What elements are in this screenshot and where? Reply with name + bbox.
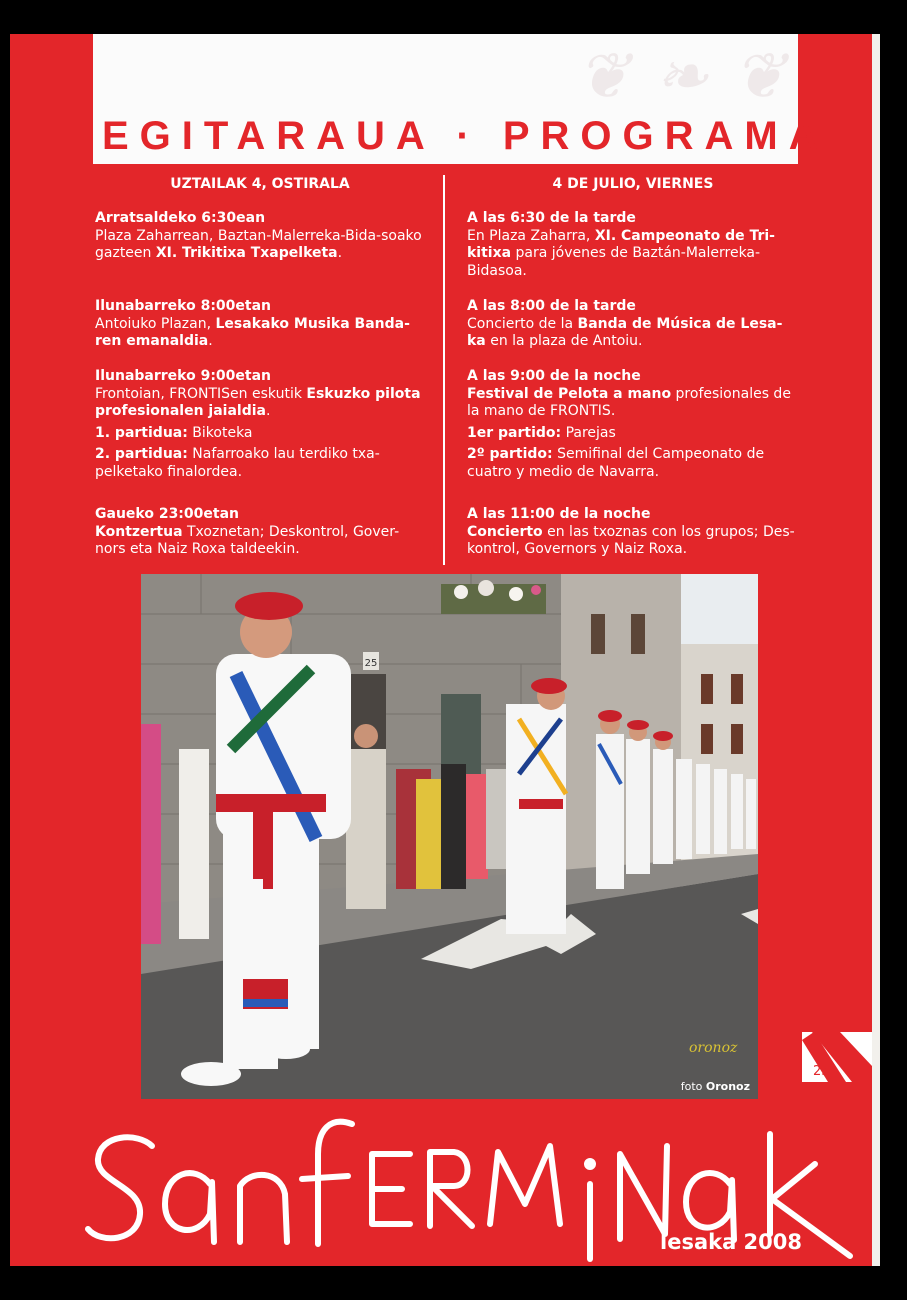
entry-time: Ilunabarreko 8:00etan (95, 298, 272, 314)
entry-description: Concierto de la Banda de Música de Lesa-ka en la plaza de Antoiu. (467, 315, 783, 349)
entry-time: A las 9:00 de la noche (467, 368, 641, 384)
photo-credit: foto Oronoz (680, 1080, 750, 1093)
parade-illustration (141, 574, 758, 1099)
entry-time: A las 6:30 de la tarde (467, 210, 636, 226)
program-entry (95, 210, 425, 263)
program-entry (467, 368, 799, 481)
match-line: 2. partidua: Nafarroako lau terdiko txa-pelketako finalordea. (95, 446, 380, 480)
page-edge (872, 34, 880, 1266)
parade-photo (141, 574, 758, 1099)
column-divider (443, 175, 445, 565)
magazine-page (10, 34, 872, 1266)
entry-description: Frontoian, FRONTISen eskutik Eskuzko pilota profesionalen jaialdia. (95, 385, 421, 419)
right-column-heading: 4 DE JULIO, VIERNES (552, 176, 714, 192)
entry-time: A las 11:00 de la noche (467, 506, 651, 522)
program-entry (467, 506, 799, 559)
entry-time: Arratsaldeko 6:30ean (95, 210, 266, 226)
page-number: 25 (813, 1064, 830, 1079)
entry-description: Antoiuko Plazan, Lesakako Musika Banda-ren emanaldia. (95, 315, 410, 349)
entry-description: En Plaza Zaharra, XI. Campeonato de Tri-kitixa para jóvenes de Baztán-Malerreka-Bidasoa. (467, 227, 775, 279)
match-line: 1er partido: Parejas (467, 424, 616, 441)
program-entry (95, 368, 425, 481)
left-column-heading: UZTAILAK 4, OSTIRALA (170, 176, 350, 192)
program-entry (467, 210, 799, 280)
header-watermark: ❦ ❧ ❦ (576, 40, 788, 114)
photographer-signature: oronoz (689, 1040, 738, 1056)
entry-time: Ilunabarreko 9:00etan (95, 368, 272, 384)
entry-time: Gaueko 23:00etan (95, 506, 239, 522)
entry-time: A las 8:00 de la tarde (467, 298, 636, 314)
entry-description: Kontzertua Txoznetan; Deskontrol, Gover-nors eta Naiz Roxa taldeekin. (95, 523, 400, 557)
house-number: 25 (364, 658, 378, 669)
program-entry (467, 298, 799, 351)
entry-description: Festival de Pelota a mano profesionales de la mano de FRONTIS. (467, 385, 791, 419)
match-line: 2º partido: Semifinal del Campeonato de cuatro y medio de Navarra. (467, 446, 765, 480)
program-entry (95, 506, 425, 559)
match-line: 1. partidua: Bikoteka (95, 424, 253, 441)
entry-description: Plaza Zaharrean, Baztan-Malerreka-Bida-soako gazteen XI. Trikitixa Txapelketa. (95, 227, 422, 261)
entry-description: Concierto en las txoznas con los grupos; Des-kontrol, Governors y Naiz Roxa. (467, 523, 795, 557)
program-entry (95, 298, 425, 351)
edition-label: lesaka 2008 (660, 1230, 803, 1254)
page-title: EGITARAUA · PROGRAMA (102, 114, 829, 158)
